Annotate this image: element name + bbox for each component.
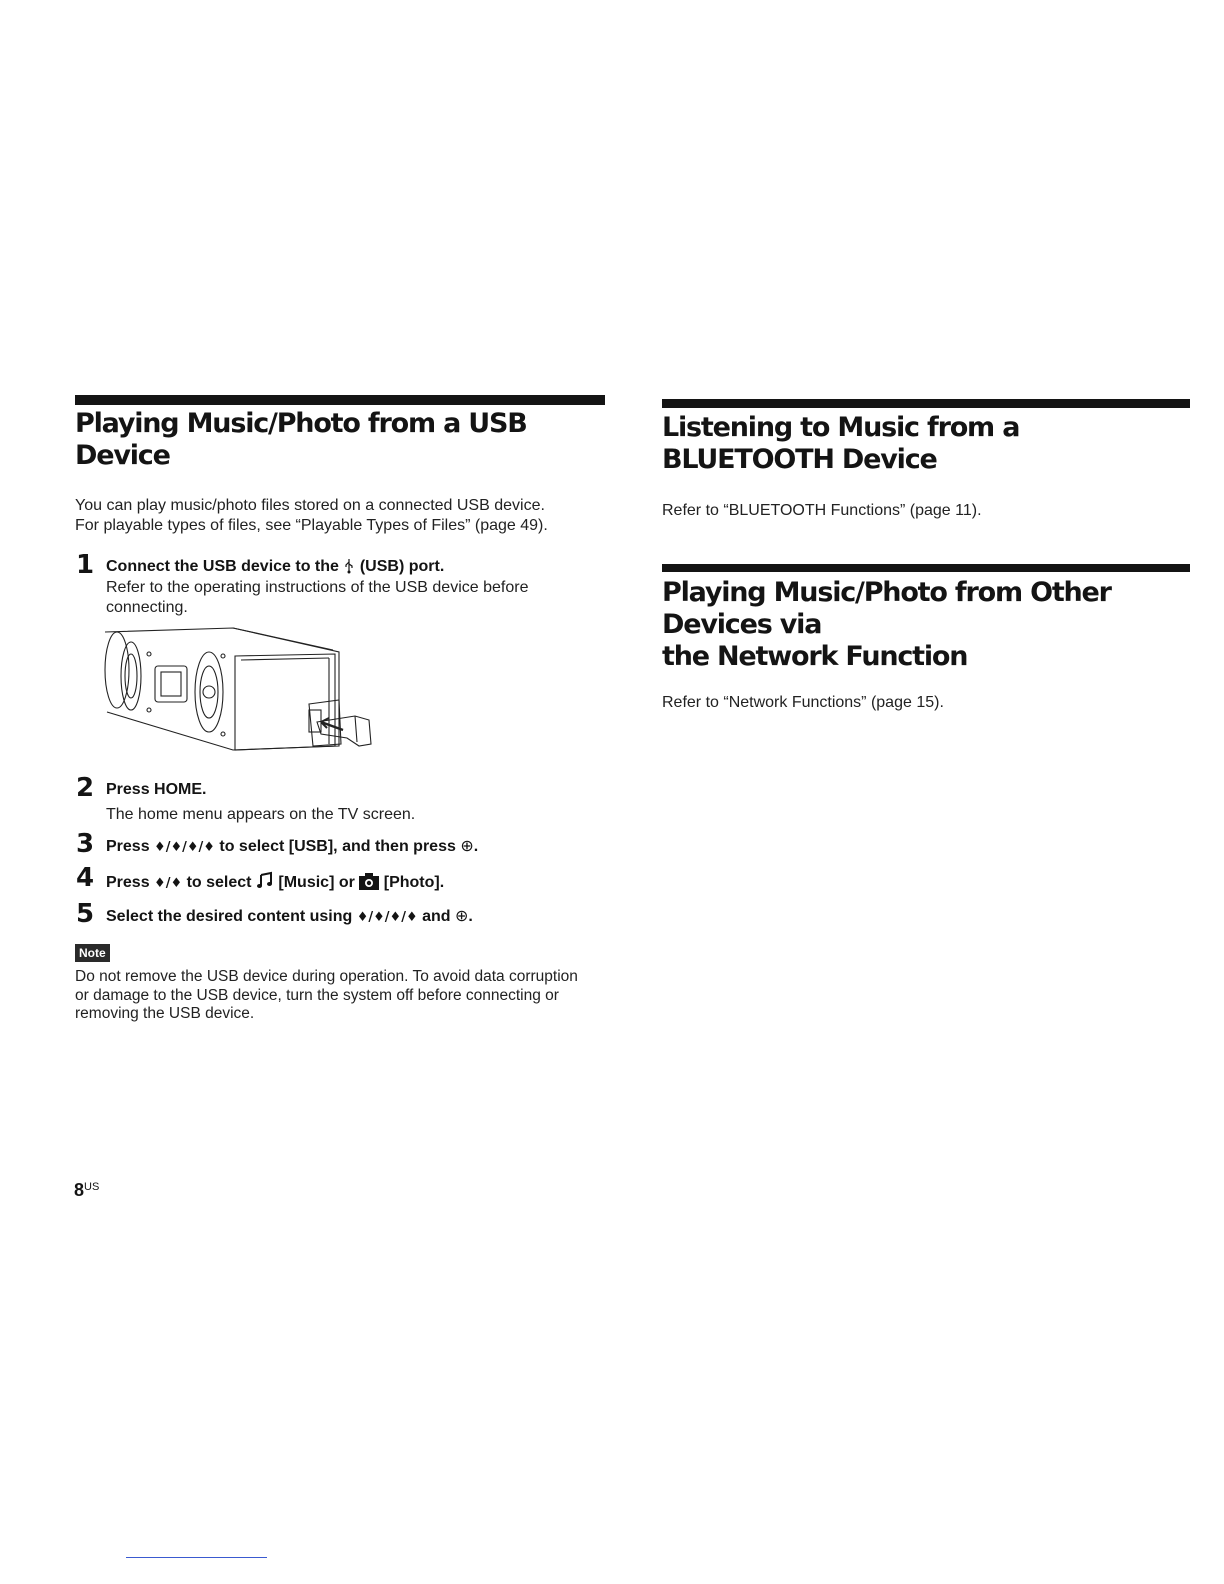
step-5 (75, 899, 605, 929)
bluetooth-section-text: Refer to “BLUETOOTH Functions” (page 11). (662, 502, 982, 519)
network-section-title-line1: Playing Music/Photo from Other Devices via (662, 577, 1111, 640)
bluetooth-section-title: Listening to Music from a BLUETOOTH Device (662, 412, 1020, 475)
usb-intro (75, 496, 605, 536)
step-title-text: to select (186, 874, 252, 891)
step-number: 3 (76, 829, 95, 859)
right-column (662, 399, 1190, 713)
network-section-text: Refer to “Network Functions” (page 15). (662, 694, 944, 711)
step-title-text: (USB) port. (359, 558, 445, 575)
step-number: 5 (76, 899, 95, 929)
step-4 (75, 863, 605, 895)
note-line1: Do not remove the USB device during operation. To avoid data corruption (75, 968, 578, 985)
step-number: 1 (76, 550, 95, 580)
page-number-value: 8 (74, 1180, 85, 1200)
step-title-text: [Music] or (278, 874, 355, 891)
step-title: Press HOME. (106, 781, 207, 798)
arrow-keys-icon: ♦/♦/♦/♦ (154, 840, 215, 855)
arrow-keys-icon: ♦/♦/♦/♦ (356, 910, 418, 925)
page-number-suffix: US (84, 1181, 100, 1193)
step-title-text: and (422, 908, 451, 925)
arrow-keys-icon: ♦/♦ (154, 876, 183, 891)
enter-button-icon: ⊕ (460, 836, 474, 855)
camera-icon (359, 873, 379, 897)
section-rule (662, 399, 1190, 408)
bottom-link-line (126, 1557, 267, 1558)
note-badge: Note (75, 944, 110, 962)
usb-icon (343, 558, 355, 574)
page-number (74, 1180, 99, 1201)
usb-intro-line2: For playable types of files, see “Playable Types of Files” (page 49). (75, 517, 548, 534)
section-rule (662, 564, 1190, 572)
usb-intro-line1: You can play music/photo files stored on a connected USB device. (75, 497, 545, 514)
step-1 (75, 550, 605, 761)
step-3 (75, 829, 605, 859)
section-rule (75, 395, 605, 405)
step-title (106, 905, 605, 929)
step-title (106, 835, 605, 859)
usb-section (75, 395, 605, 1024)
music-icon (256, 871, 274, 896)
step-title-text: [Photo]. (383, 874, 445, 891)
step-number: 2 (76, 773, 95, 803)
step-title-text: to select [USB], and then press (219, 838, 456, 855)
step-number: 4 (76, 863, 95, 893)
step-title (106, 869, 605, 895)
step-title-text: Connect the USB device to the (106, 558, 339, 575)
step-desc-line2: connecting. (106, 599, 188, 616)
step-desc: The home menu appears on the TV screen. (106, 806, 416, 823)
step-title-text: Select the desired content using (106, 908, 353, 925)
enter-button-icon: ⊕ (454, 906, 469, 925)
usb-connection-illustration (103, 626, 373, 761)
step-title-text: . (473, 838, 479, 855)
step-2 (75, 773, 605, 825)
step-title (106, 556, 605, 578)
note-line2: or damage to the USB device, turn the system off before connecting or (75, 986, 559, 1004)
note-line3: removing the USB device. (75, 1005, 255, 1022)
step-title-text: . (468, 908, 473, 925)
step-title-text: Press (106, 874, 150, 891)
usb-section-title: Playing Music/Photo from a USB Device (75, 408, 527, 471)
network-section-title-line2: the Network Function (662, 641, 968, 672)
note-block (75, 944, 605, 1024)
step-desc-line1: Refer to the operating instructions of the USB device before (106, 579, 529, 596)
step-title-text: Press (106, 838, 150, 855)
